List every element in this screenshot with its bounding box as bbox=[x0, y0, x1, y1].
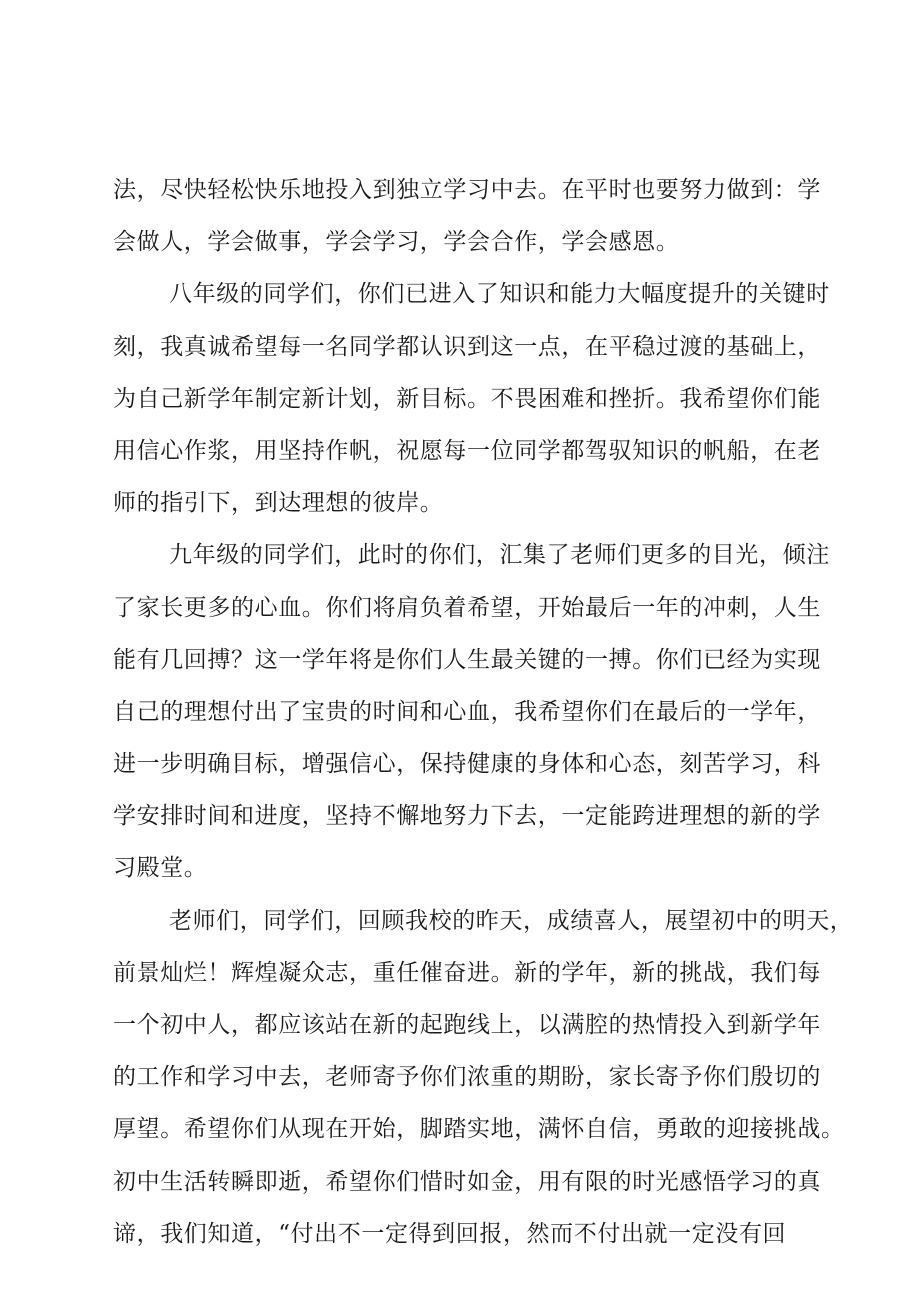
paragraph-2 bbox=[113, 268, 830, 529]
text-line: 谛，我们知道，“付出不一定得到回报，然而不付出就一定没有回 bbox=[113, 1220, 787, 1247]
paragraph-1 bbox=[113, 164, 823, 268]
text-line: 一个初中人，都应该站在新的起跑线上，以满腔的热情投入到新学年 bbox=[113, 1012, 821, 1038]
text-line: 用信心作浆，用坚持作帆，祝愿每一位同学都驾驭知识的帆船，在老 bbox=[113, 437, 821, 464]
paragraph-4 bbox=[113, 895, 854, 1260]
text-line: 学安排时间和进度，坚持不懈地努力下去，一定能跨进理想的新的学 bbox=[113, 803, 821, 830]
text-line: 九年级的同学们，此时的你们，汇集了老师们更多的目光，倾注 bbox=[169, 542, 830, 569]
paragraph-3 bbox=[113, 529, 830, 894]
text-line: 习殿堂。 bbox=[113, 855, 208, 882]
text-line: 八年级的同学们，你们已进入了知识和能力大幅度提升的关键时 bbox=[169, 281, 830, 308]
text-line: 会做人，学会做事，学会学习，学会合作，学会感恩。 bbox=[113, 229, 680, 256]
text-line: 了家长更多的心血。你们将肩负着希望，开始最后一年的冲刺，人生 bbox=[113, 594, 821, 621]
text-line: 法，尽快轻松快乐地投入到独立学习中去。在平时也要努力做到：学 bbox=[113, 177, 821, 203]
text-line: 厚望。希望你们从现在开始，脚踏实地，满怀自信，勇敢的迎接挑战。 bbox=[113, 1116, 845, 1143]
text-line: 为自己新学年制定新计划，新目标。不畏困难和挫折。我希望你们能 bbox=[113, 385, 821, 412]
text-line: 老师们，同学们，回顾我校的昨天，成绩喜人，展望初中的明天， bbox=[169, 907, 854, 934]
text-line: 能有几回搏？这一学年将是你们人生最关键的一搏。你们已经为实现 bbox=[113, 646, 821, 673]
text-line: 前景灿烂！辉煌凝众志，重任催奋进。新的学年，新的挑战，我们每 bbox=[113, 959, 821, 986]
text-line: 自己的理想付出了宝贵的时间和心血，我希望你们在最后的一学年， bbox=[113, 698, 821, 725]
text-line: 刻，我真诚希望每一名同学都认识到这一点，在平稳过渡的基础上， bbox=[113, 333, 821, 360]
text-line: 师的指引下，到达理想的彼岸。 bbox=[113, 490, 444, 517]
text-line: 初中生活转瞬即逝，希望你们惜时如金，用有限的时光感悟学习的真 bbox=[113, 1168, 821, 1195]
text-line: 的工作和学习中去，老师寄予你们浓重的期盼，家长寄予你们殷切的 bbox=[113, 1064, 821, 1091]
text-line: 进一步明确目标，增强信心，保持健康的身体和心态，刻苦学习，科 bbox=[113, 751, 821, 778]
document-body bbox=[113, 164, 854, 1260]
